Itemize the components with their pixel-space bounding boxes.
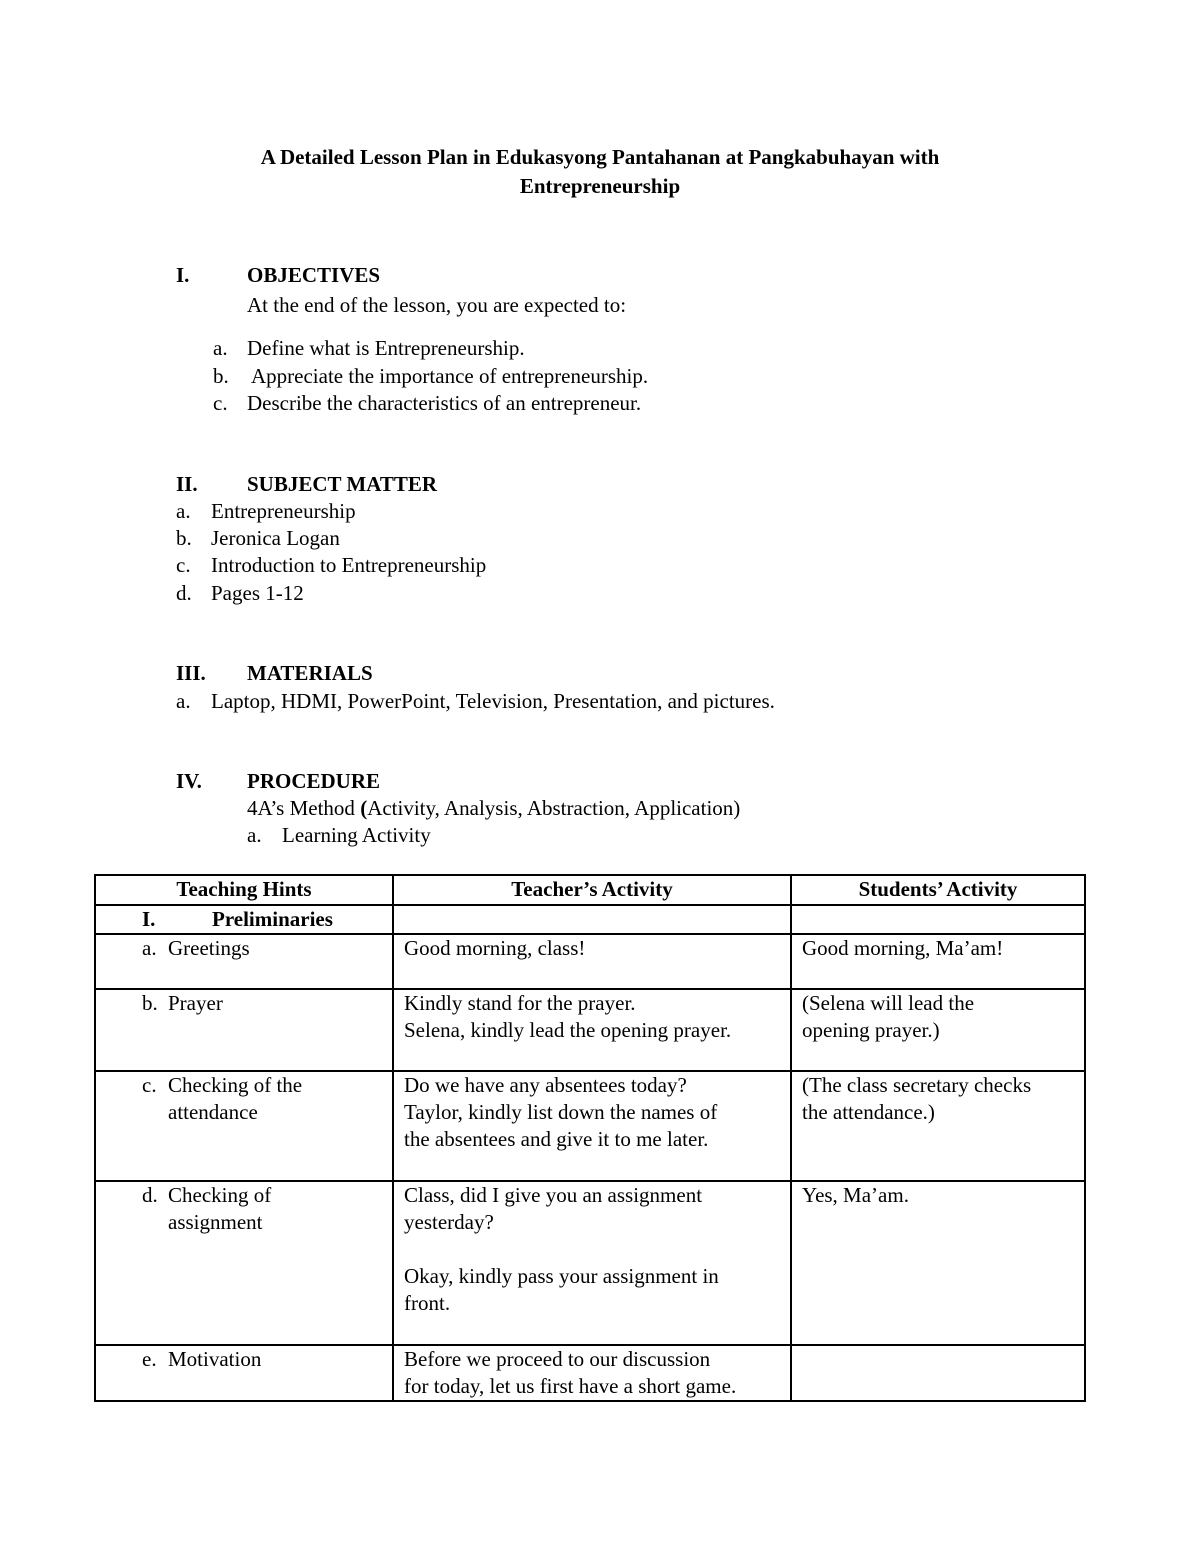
objective-marker: c.	[213, 391, 228, 415]
table-row	[95, 934, 1085, 989]
subject-matter-marker: c.	[176, 553, 191, 577]
procedure-method-rest: Activity, Analysis, Abstraction, Application)	[367, 796, 741, 820]
procedure-heading: PROCEDURE	[247, 769, 381, 793]
hint-marker: a.	[142, 936, 157, 960]
procedure-method-prefix: 4A’s Method	[247, 796, 361, 820]
teacher-activity-cell	[393, 934, 791, 989]
hint-text: Prayer	[168, 991, 223, 1015]
objective-marker: a.	[213, 336, 228, 360]
teacher-line: front.	[404, 1291, 451, 1315]
teacher-activity-cell	[393, 989, 791, 1071]
preliminaries-label: Preliminaries	[212, 907, 333, 931]
lesson-activity-table	[94, 874, 1086, 1402]
subject-matter-numeral: II.	[176, 472, 198, 496]
subject-matter-item: Pages 1-12	[211, 581, 304, 605]
preliminaries-cell	[95, 905, 393, 934]
teaching-hint-cell	[95, 1345, 393, 1401]
student-line: opening prayer.)	[802, 1018, 940, 1042]
table-header-row	[95, 875, 1085, 905]
student-line: Yes, Ma’am.	[802, 1183, 909, 1207]
student-line: (Selena will lead the	[802, 991, 975, 1015]
subject-matter-marker: a.	[176, 499, 191, 523]
teacher-line: Before we proceed to our discussion	[404, 1347, 711, 1371]
subject-matter-heading: SUBJECT MATTER	[247, 472, 438, 496]
objectives-numeral: I.	[176, 263, 190, 287]
column-header-teaching-hints: Teaching Hints	[95, 875, 393, 905]
objective-item: Describe the characteristics of an entrepreneur.	[247, 391, 642, 415]
procedure-sub-text: Learning Activity	[282, 823, 431, 847]
document-title-line-1: A Detailed Lesson Plan in Edukasyong Pantahanan at Pangkabuhayan with	[260, 145, 940, 169]
teacher-line: Kindly stand for the prayer.	[404, 991, 636, 1015]
column-header-students-activity: Students’ Activity	[791, 875, 1085, 905]
teacher-line: Selena, kindly lead the opening prayer.	[404, 1018, 732, 1042]
hint-marker: c.	[142, 1073, 157, 1097]
table-row	[95, 1181, 1085, 1345]
hint-text: Checking of	[168, 1183, 272, 1207]
teacher-line: yesterday?	[404, 1210, 494, 1234]
table-row	[95, 1071, 1085, 1181]
student-line: the attendance.)	[802, 1100, 935, 1124]
teacher-line: Class, did I give you an assignment	[404, 1183, 703, 1207]
subject-matter-item: Jeronica Logan	[211, 526, 340, 550]
hint-marker: e.	[142, 1347, 157, 1371]
student-activity-cell	[791, 934, 1085, 989]
hint-text: Greetings	[168, 936, 250, 960]
student-line: Good morning, Ma’am!	[802, 936, 1004, 960]
objectives-heading: OBJECTIVES	[247, 263, 381, 287]
materials-marker: a.	[176, 689, 191, 713]
hint-marker: b.	[142, 991, 158, 1015]
teacher-activity-cell	[393, 1181, 791, 1345]
materials-item: Laptop, HDMI, PowerPoint, Television, Presentation, and pictures.	[211, 689, 775, 713]
procedure-method	[247, 795, 740, 822]
student-line: (The class secretary checks	[802, 1073, 1032, 1097]
objective-item: Define what is Entrepreneurship.	[247, 336, 525, 360]
table-row	[95, 1345, 1085, 1401]
materials-heading: MATERIALS	[247, 661, 373, 685]
student-activity-cell	[791, 1071, 1085, 1181]
subject-matter-item: Entrepreneurship	[211, 499, 356, 523]
teacher-line: Okay, kindly pass your assignment in	[404, 1264, 719, 1288]
subject-matter-marker: d.	[176, 581, 192, 605]
procedure-sub-marker: a.	[247, 823, 262, 847]
student-activity-cell	[791, 1345, 1085, 1401]
objective-marker: b.	[213, 364, 229, 388]
empty-cell	[393, 905, 791, 934]
teacher-line: the absentees and give it to me later.	[404, 1127, 709, 1151]
objective-item: Appreciate the importance of entrepreneurship.	[251, 364, 649, 388]
preliminaries-numeral: I.	[142, 907, 156, 931]
hint-text: Checking of the	[168, 1073, 303, 1097]
column-header-teachers-activity: Teacher’s Activity	[393, 875, 791, 905]
procedure-method-paren: (	[360, 796, 368, 820]
table-row	[95, 989, 1085, 1071]
teacher-line: Taylor, kindly list down the names of	[404, 1100, 718, 1124]
teacher-line-blank	[404, 1236, 780, 1263]
student-activity-cell	[791, 989, 1085, 1071]
hint-text: attendance	[168, 1100, 258, 1124]
objectives-intro: At the end of the lesson, you are expected to:	[247, 293, 627, 317]
teaching-hint-cell	[95, 1071, 393, 1181]
hint-marker: d.	[142, 1183, 158, 1207]
subject-matter-item: Introduction to Entrepreneurship	[211, 553, 487, 577]
teacher-activity-cell	[393, 1071, 791, 1181]
teaching-hint-cell	[95, 1181, 393, 1345]
procedure-numeral: IV.	[176, 769, 202, 793]
hint-text: assignment	[168, 1210, 263, 1234]
teaching-hint-cell	[95, 989, 393, 1071]
student-activity-cell	[791, 1181, 1085, 1345]
teaching-hint-cell	[95, 934, 393, 989]
hint-text: Motivation	[168, 1347, 262, 1371]
subject-matter-marker: b.	[176, 526, 192, 550]
teacher-line: Do we have any absentees today?	[404, 1073, 687, 1097]
teacher-line: Good morning, class!	[404, 936, 586, 960]
empty-cell	[791, 905, 1085, 934]
preliminaries-row	[95, 905, 1085, 934]
teacher-line: for today, let us first have a short game.	[404, 1374, 737, 1398]
teacher-activity-cell	[393, 1345, 791, 1401]
document-title-line-2: Entrepreneurship	[519, 174, 681, 198]
materials-numeral: III.	[176, 661, 206, 685]
